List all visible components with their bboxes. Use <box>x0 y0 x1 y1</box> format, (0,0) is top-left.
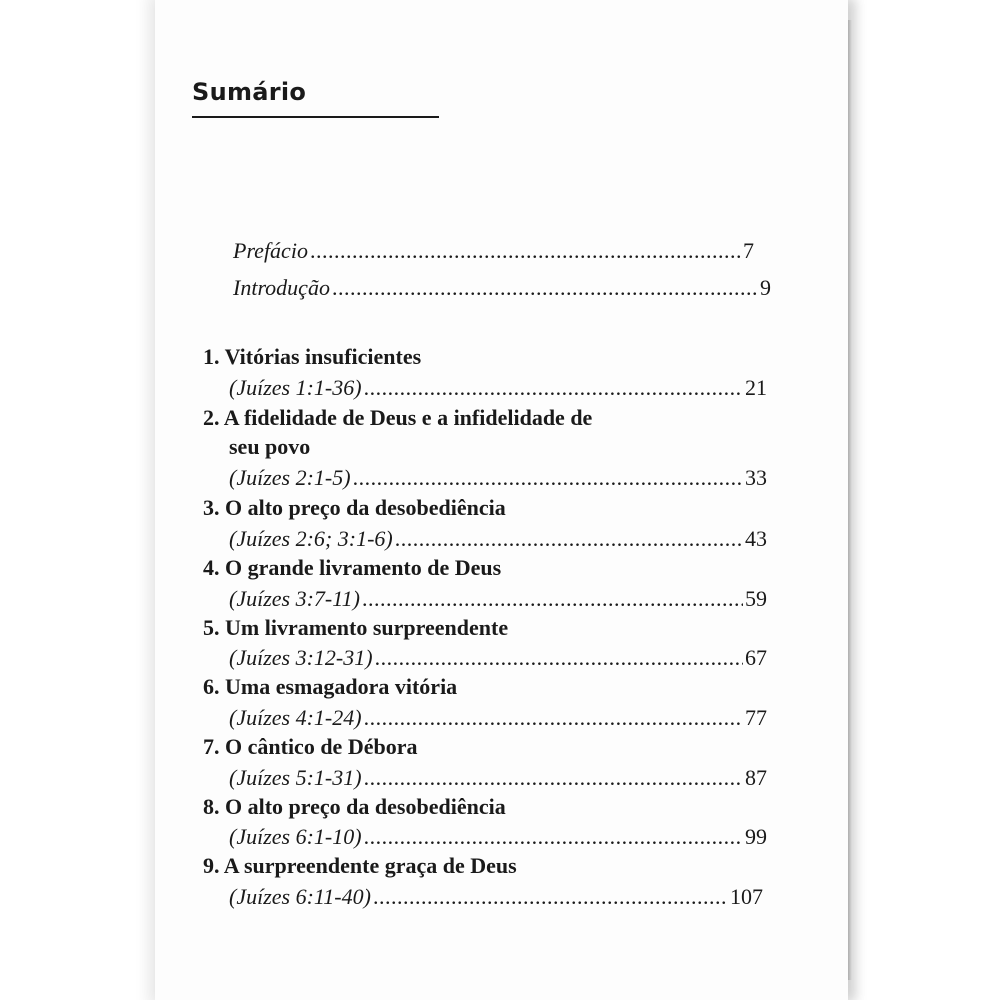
chapter-reference-line <box>229 375 767 401</box>
toc-entry-page: 7 <box>743 238 754 263</box>
toc-entry-introduction <box>233 275 771 301</box>
chapter-title: 2. A fidelidade de Deus e a infidelidade de <box>203 405 593 430</box>
dot-leader <box>310 238 741 264</box>
dot-leader <box>373 884 728 910</box>
chapter-reference: (Juízes 6:11-40) <box>229 884 371 909</box>
chapter-reference: (Juízes 3:12-31) <box>229 645 373 670</box>
chapter-title: 4. O grande livramento de Deus <box>203 555 502 580</box>
dot-leader <box>364 824 743 850</box>
chapter-reference-line <box>229 526 767 552</box>
dot-leader <box>364 375 743 401</box>
chapter-title: 1. Vitórias insuficientes <box>203 344 422 369</box>
page-title: Sumário <box>192 78 307 106</box>
chapter-title: 7. O cântico de Débora <box>203 734 418 759</box>
chapter-page: 87 <box>745 765 767 790</box>
chapter-reference-line <box>229 824 767 850</box>
dot-leader <box>375 645 743 671</box>
chapter-title: 8. O alto preço da desobediência <box>203 794 506 819</box>
chapter-page: 21 <box>745 375 767 400</box>
chapter-reference-line <box>229 765 767 791</box>
dot-leader <box>353 465 743 491</box>
chapter-reference: (Juízes 2:6; 3:1-6) <box>229 526 393 551</box>
dot-leader <box>332 275 758 301</box>
chapter-page: 59 <box>745 586 767 611</box>
chapter-reference: (Juízes 2:1-5) <box>229 465 351 490</box>
title-underline <box>192 116 439 118</box>
toc-entry-label: Prefácio <box>233 238 308 263</box>
chapter-page: 107 <box>730 884 763 909</box>
chapter-reference: (Juízes 6:1-10) <box>229 824 362 849</box>
chapter-title: 3. O alto preço da desobediência <box>203 495 506 520</box>
chapter-title-continuation: seu povo <box>229 434 311 459</box>
chapter-title: 5. Um livramento surpreendente <box>203 615 509 640</box>
chapter-title: 6. Uma esmagadora vitória <box>203 674 458 699</box>
dot-leader <box>364 705 743 731</box>
chapter-reference-line <box>229 645 767 671</box>
toc-entry-label: Introdução <box>233 275 330 300</box>
chapter-reference: (Juízes 5:1-31) <box>229 765 362 790</box>
chapter-page: 33 <box>745 465 767 490</box>
chapter-reference-line <box>229 705 767 731</box>
chapter-reference-line <box>229 465 767 491</box>
chapter-page: 99 <box>745 824 767 849</box>
dot-leader <box>362 586 743 612</box>
chapter-reference-line <box>229 884 763 910</box>
book-page <box>155 0 848 1000</box>
chapter-reference: (Juízes 1:1-36) <box>229 375 362 400</box>
dot-leader <box>364 765 743 791</box>
toc-entry-preface <box>233 238 754 264</box>
chapter-reference: (Juízes 4:1-24) <box>229 705 362 730</box>
chapter-page: 43 <box>745 526 767 551</box>
chapter-reference-line <box>229 586 767 612</box>
chapter-page: 77 <box>745 705 767 730</box>
chapter-title: 9. A surpreendente graça de Deus <box>203 853 517 878</box>
dot-leader <box>395 526 743 552</box>
chapter-page: 67 <box>745 645 767 670</box>
chapter-reference: (Juízes 3:7-11) <box>229 586 360 611</box>
toc-entry-page: 9 <box>760 275 771 300</box>
